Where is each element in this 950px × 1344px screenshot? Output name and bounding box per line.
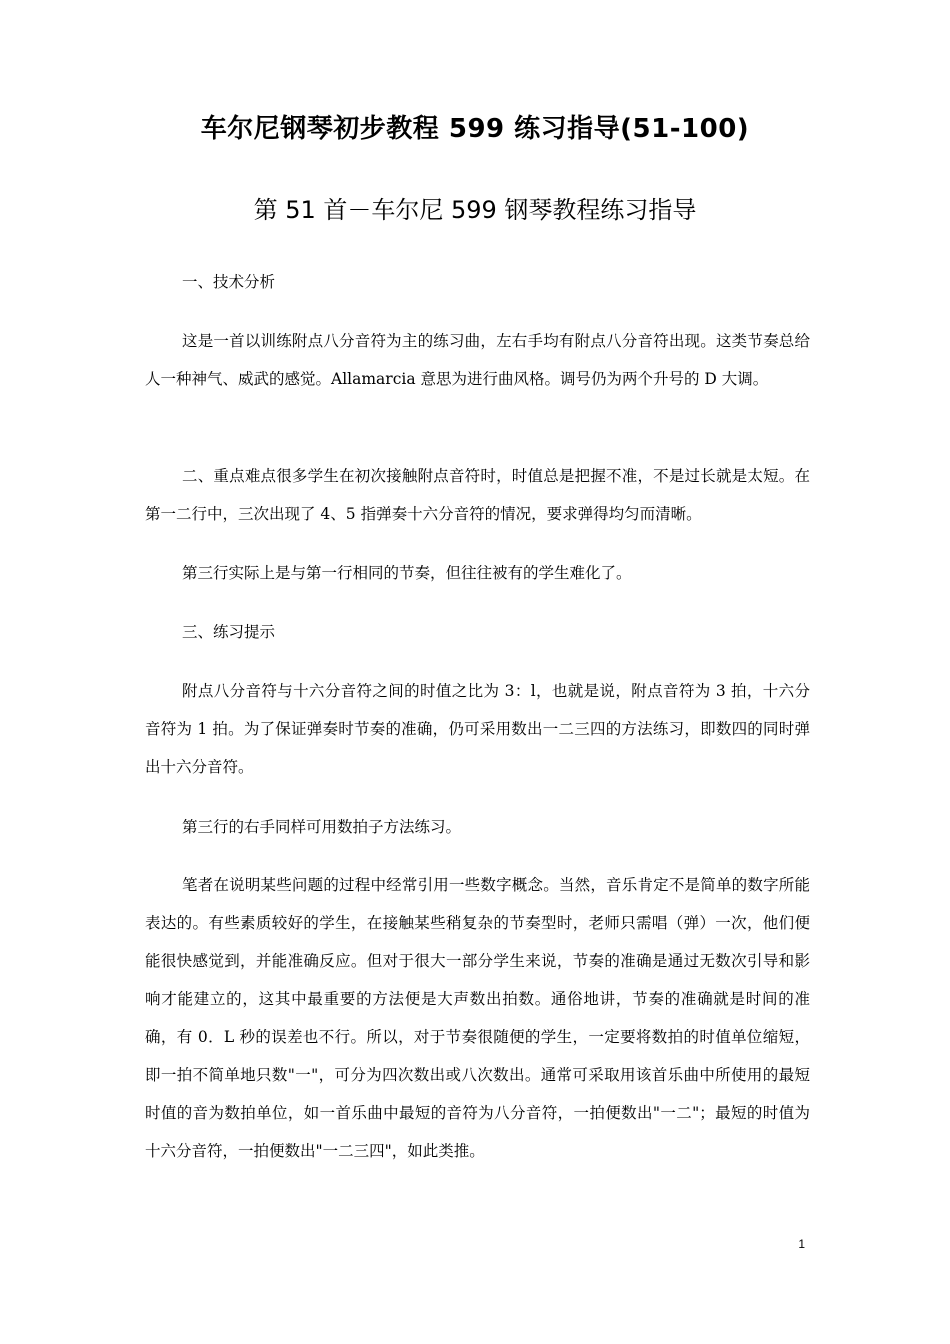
section-heading-technical-analysis: 一、技术分析 [182,273,276,291]
paragraph-right-hand-counting: 第三行的右手同样可用数拍子方法练习。 [182,818,462,836]
paragraph-key-difficulties: 二、重点难点很多学生在初次接触附点音符时，时值总是把握不准，不是过长就是太短。在第一二行中，三次出现了 4、5 指弹奏十六分音符的情况，要求弹得均匀而清晰。 [145,467,810,523]
document-title: 车尔尼钢琴初步教程 599 练习指导(51-100) [200,114,750,144]
paragraph-author-notes: 笔者在说明某些问题的过程中经常引用一些数字概念。当然，音乐肯定不是简单的数字所能表达的。有些素质较好的学生，在接触某些稍复杂的节奏型时，老师只需唱（弹）一次，他们便能很快感觉到，并能准确反应。但对于很大一部分学生来说，节奏的准确是通过无数次引导和影响才能建立的，这其中最重要的方法便是大声数出拍数。通俗地讲，节奏的准确就是时间的准确，有 0．L 秒的误差也不行。所以，对于节奏很随便的学生，一定要将数拍的时值单位缩短，即一拍不简单地只数"一"，可分为四次数出或八次数出。通常可采取用该首乐曲中所使用的最短时值的音为数拍单位，如一首乐曲中最短的音符为八分音符，一拍便数出"一二"；最短的时值为十六分音符，一拍便数出"一二三四"，如此类推。 [145,876,810,1160]
paragraph-technical-analysis: 这是一首以训练附点八分音符为主的练习曲，左右手均有附点八分音符出现。这类节奏总给人一种神气、威武的感觉。Allamarcia 意思为进行曲风格。调号仍为两个升号的 D 大调。 [145,332,810,388]
section-heading-practice-tips: 三、练习提示 [182,623,276,641]
page-number: 1 [798,1237,805,1251]
document-subtitle: 第 51 首－车尔尼 599 钢琴教程练习指导 [253,196,697,224]
paragraph-dotted-note-ratio: 附点八分音符与十六分音符之间的时值之比为 3：l，也就是说，附点音符为 3 拍，十六分音符为 1 拍。为了保证弹奏时节奏的准确，仍可采用数出一二三四的方法练习，即数四的同时弹出十六分音符。 [145,682,810,776]
paragraph-third-line: 第三行实际上是与第一行相同的节奏，但往往被有的学生难化了。 [182,564,632,582]
